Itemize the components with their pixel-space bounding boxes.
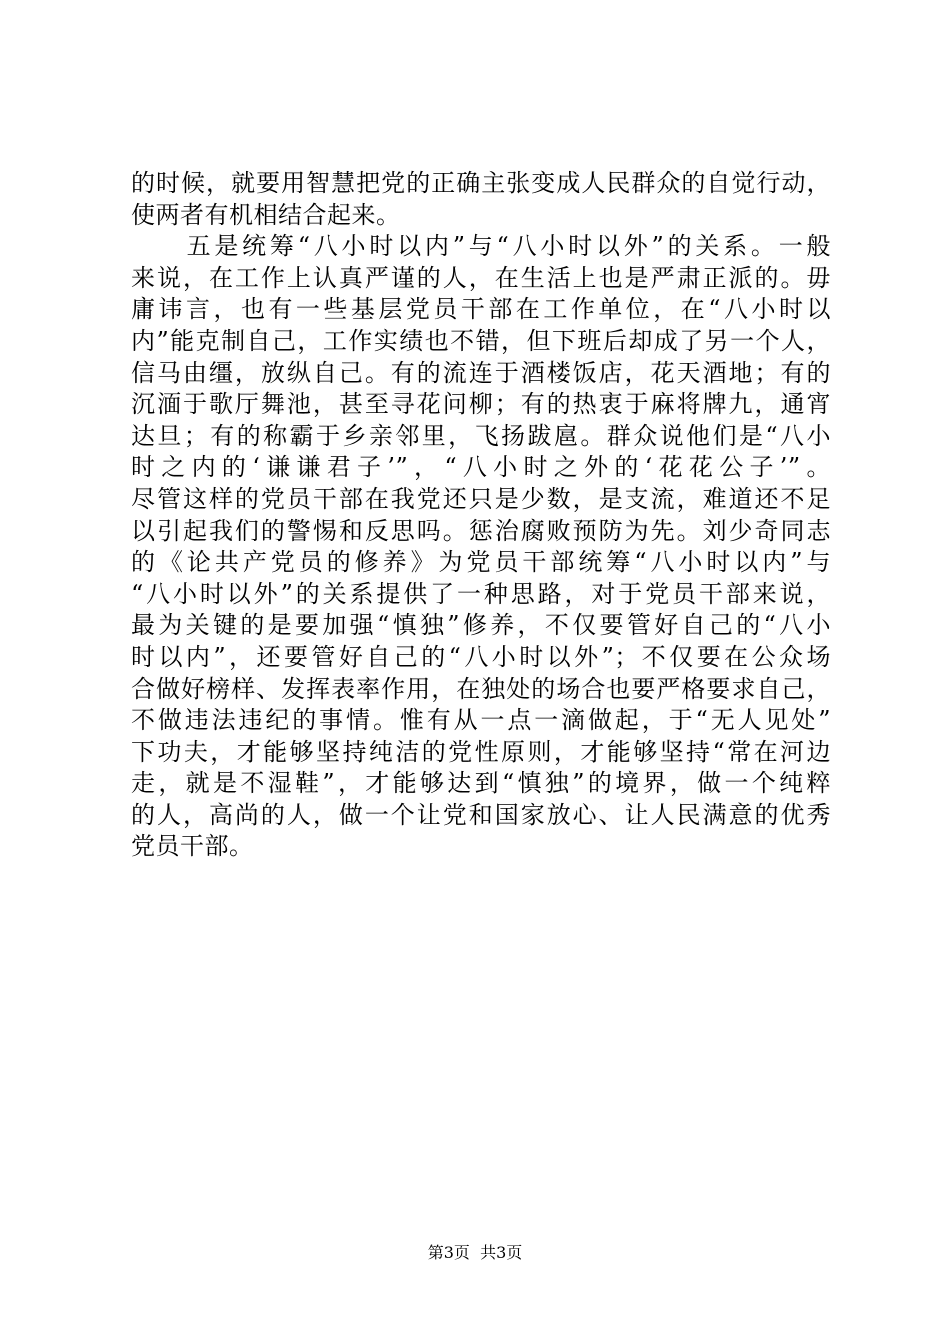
page-footer <box>0 1243 950 1263</box>
text-line: 最为关键的是要加强“慎独”修养，不仅要管好自己的“八小 <box>131 611 831 640</box>
text-line: 的时候，就要用智慧把党的正确主张变成人民群众的自觉行动， <box>131 169 831 197</box>
text-line: 内”能克制自己，工作实绩也不错，但下班后却成了另一个人， <box>131 326 831 355</box>
text-line: 不做违法违纪的事情。惟有从一点一滴做起，于“无人见处” <box>131 706 831 735</box>
text-line: 的《论共产党员的修养》为党员干部统筹“八小时以内”与 <box>131 548 831 577</box>
text-line: 时之内的‘谦谦君子’”，“八小时之外的‘花花公子’”。 <box>131 453 831 482</box>
text-line: 以引起我们的警惕和反思吗。惩治腐败预防为先。刘少奇同志 <box>131 516 831 545</box>
page-number: 第3页 共3页 <box>427 1243 523 1262</box>
text-line: 沉湎于歌厅舞池，甚至寻花问柳；有的热衷于麻将牌九，通宵 <box>131 390 831 419</box>
text-line: 使两者有机相结合起来。 <box>131 200 401 229</box>
text-line: 下功夫，才能够坚持纯洁的党性原则，才能够坚持“常在河边 <box>131 737 831 766</box>
text-line: 尽管这样的党员干部在我党还只是少数，是支流，难道还不足 <box>131 484 831 513</box>
text-line: 来说，在工作上认真严谨的人，在生活上也是严肃正派的。毋 <box>131 263 831 292</box>
text-line: 走，就是不湿鞋”，才能够达到“慎独”的境界，做一个纯粹 <box>131 769 831 798</box>
text-line: 五是统筹“八小时以内”与“八小时以外”的关系。一般 <box>131 232 831 261</box>
text-line: 的人，高尚的人，做一个让党和国家放心、让人民满意的优秀 <box>131 800 831 829</box>
text-line: 时以内”，还要管好自己的“八小时以外”；不仅要在公众场 <box>131 642 831 671</box>
text-line: 庸讳言，也有一些基层党员干部在工作单位，在“八小时以 <box>131 295 831 324</box>
body-text <box>131 168 831 863</box>
text-line: 信马由缰，放纵自己。有的流连于酒楼饭店，花天酒地；有的 <box>131 358 831 387</box>
text-line: 达旦；有的称霸于乡亲邻里，飞扬跋扈。群众说他们是“八小 <box>131 421 831 450</box>
text-line: 党员干部。 <box>131 832 254 861</box>
text-line: 合做好榜样、发挥表率作用，在独处的场合也要严格要求自己， <box>131 674 831 703</box>
text-line: “八小时以外”的关系提供了一种思路，对于党员干部来说， <box>131 579 831 608</box>
